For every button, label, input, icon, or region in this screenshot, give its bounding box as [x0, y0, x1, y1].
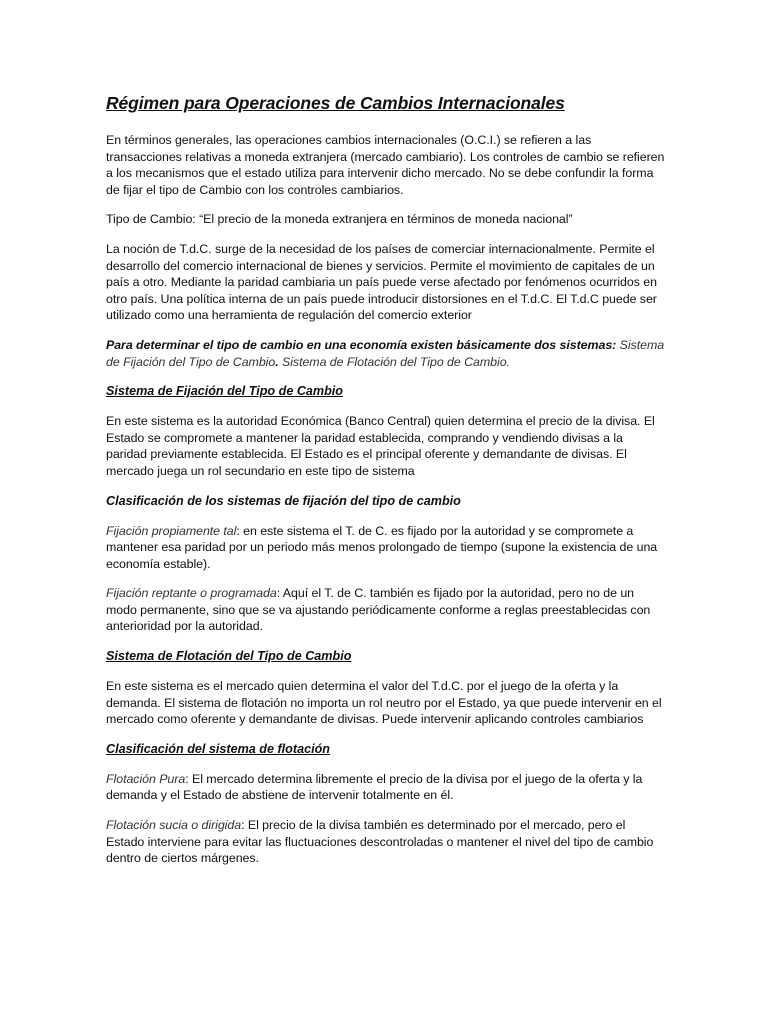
flotacion-heading: Sistema de Flotación del Tipo de Cambio: [106, 649, 352, 664]
flotacion-sucia-text: : El precio de la divisa también es determinado por el mercado, pero el Estado interviene para evitar las fluctuaciones descontroladas o mantener el nivel del tipo de cambio dentro de ciertos márgenes.: [106, 818, 654, 866]
flotacion-sucia-paragraph: [106, 817, 666, 867]
fijacion-tal-text: : en este sistema el T. de C. es fijado por la autoridad y se compromete a mantener esa paridad por un periodo más menos prolongado de tiempo (supone la existencia de una economía estable).: [106, 523, 658, 571]
fijacion-reptante-label: Fijación reptante o programada: [106, 586, 277, 601]
sistemas-list-b: Sistema de Flotación del Tipo de Cambio.: [278, 354, 510, 369]
fijacion-clasificacion-heading: Clasificación de los sistemas de fijación del tipo de cambio: [106, 493, 461, 508]
fijacion-tal-paragraph: [106, 523, 666, 573]
sistemas-paragraph: [106, 337, 666, 370]
flotacion-pura-text: : El mercado determina libremente el precio de la divisa por el juego de la oferta y la demanda y el Estado de abstiene de intervenir totalmente en él.: [106, 771, 643, 803]
fijacion-reptante-text: : Aquí el T. de C. también es fijado por la autoridad, pero no de un modo permanente, sino que se va ajustando periódicamente conforme a reglas preestablecidas con anterioridad por la autoridad.: [106, 586, 651, 634]
document-title: Régimen para Operaciones de Cambios Internacionales: [106, 93, 565, 113]
intro-paragraph: En términos generales, las operaciones cambios internacionales (O.C.I.) se refieren a las transacciones relativas a moneda extranjera (mercado cambiario). Los controles de cambio se refieren a los mecanismos que el estado utiliza para intervenir dicho mercado. No se debe confundir la forma de fijar el tipo de Cambio con los controles cambiarios.: [106, 133, 665, 197]
flotacion-clasificacion-heading: Clasificación del sistema de flotación: [106, 741, 330, 756]
sistemas-list-a: Sistema de Fijación del Tipo de Cambio: [106, 337, 665, 369]
fijacion-body: En este sistema es la autoridad Económica (Banco Central) quien determina el precio de la divisa. El Estado se compromete a mantener la paridad establecida, comprando y vendiendo divisas a la paridad previamente establecida. El Estado es el principal oferente y demandante de divisas. El mercado juega un rol secundario en este tipo de sistema: [106, 414, 655, 478]
nocion-paragraph: La noción de T.d.C. surge de la necesidad de los países de comerciar internacionalmente. Permite el desarrollo del comercio internacional de bienes y servicios. Permite el movimiento de capitales de un país a otro. Mediante la paridad cambiaria un país puede verse afectado por fenómenos ocurridos en otro país. Una política interna de un país puede introducir distorsiones en el T.d.C. El T.d.C puede ser utilizado como una herramienta de regulación del comercio exterior: [106, 241, 657, 323]
fijacion-tal-label: Fijación propiamente tal: [106, 523, 237, 538]
flotacion-sucia-label: Flotación sucia o dirigida: [106, 818, 242, 833]
sistemas-lead: Para determinar el tipo de cambio en una economía existen básicamente dos sistemas:: [106, 337, 617, 352]
fijacion-heading: Sistema de Fijación del Tipo de Cambio: [106, 384, 343, 399]
document-page: [106, 92, 666, 880]
tipo-cambio-definition: Tipo de Cambio: “El precio de la moneda extranjera en términos de moneda nacional”: [106, 212, 573, 227]
sistemas-separator: .: [275, 354, 279, 369]
flotacion-pura-label: Flotación Pura: [106, 771, 186, 786]
flotacion-pura-paragraph: [106, 771, 666, 804]
fijacion-reptante-paragraph: [106, 585, 666, 635]
flotacion-body: En este sistema es el mercado quien determina el valor del T.d.C. por el juego de la oferta y la demanda. El sistema de flotación no importa un rol neutro por el Estado, ya que puede intervenir en el mercado como oferente y demandante de divisas. Puede intervenir aplicando controles cambiarios: [106, 679, 662, 727]
